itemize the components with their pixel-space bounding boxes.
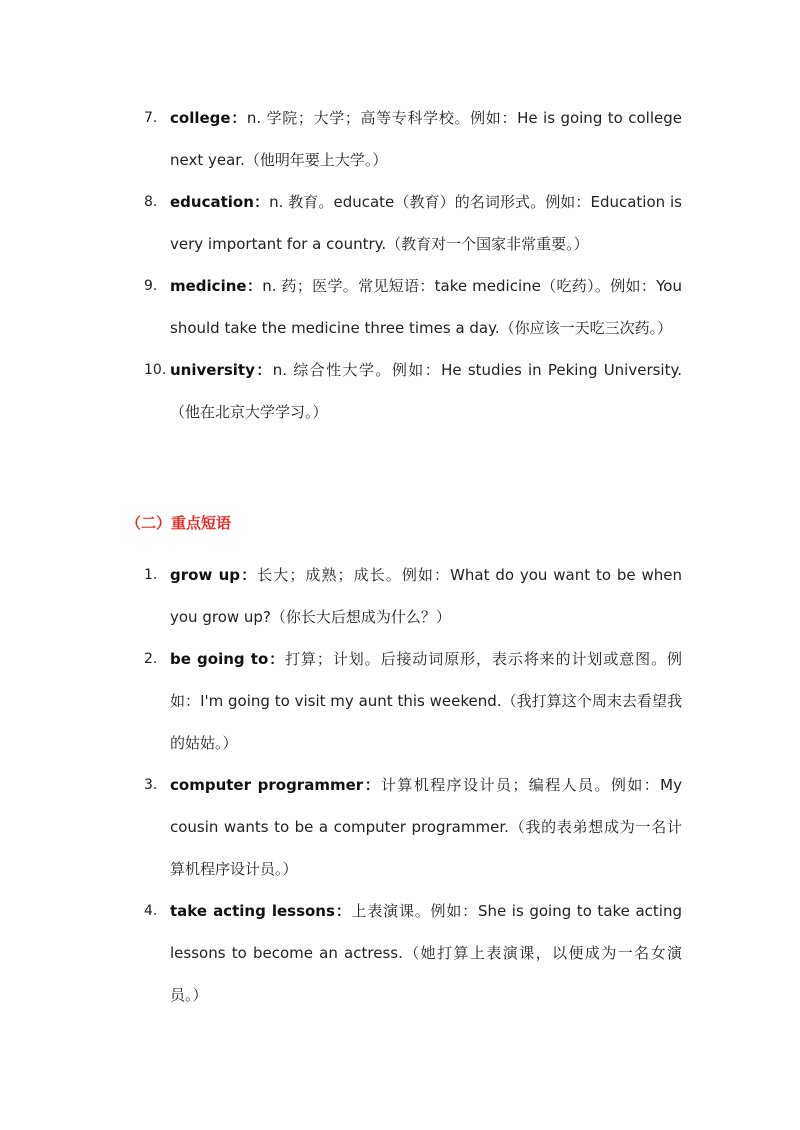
item-definition: 上表演课。例如：She is going to take acting lessons to become an actress.（她打算上表演课，以便成为一名女演员。） bbox=[170, 902, 682, 1004]
vocabulary-list bbox=[126, 97, 682, 433]
item-number: 3. bbox=[144, 777, 158, 793]
item-separator: ： bbox=[334, 902, 352, 920]
phrase-list bbox=[126, 554, 682, 1016]
list-item bbox=[126, 764, 682, 890]
list-item bbox=[126, 97, 682, 181]
item-separator: ： bbox=[254, 361, 273, 379]
list-item bbox=[126, 265, 682, 349]
item-number: 10. bbox=[144, 362, 167, 378]
item-number: 9. bbox=[144, 278, 158, 294]
item-term: be going to bbox=[170, 650, 269, 668]
item-term: medicine bbox=[170, 277, 247, 295]
item-number: 4. bbox=[144, 903, 158, 919]
item-definition: 打算；计划。后接动词原形，表示将来的计划或意图。例如：I'm going to visit my aunt this weekend.（我打算这个周末去看望我的姑姑。） bbox=[170, 650, 682, 752]
item-term: university bbox=[170, 361, 255, 379]
item-definition: n. 药；医学。常见短语：take medicine（吃药）。例如：You should take the medicine three times a day.（你应该一天吃三次药。） bbox=[170, 277, 682, 337]
item-definition: n. 综合性大学。例如：He studies in Peking University.（他在北京大学学习。） bbox=[170, 361, 682, 421]
item-term: education bbox=[170, 193, 254, 211]
item-separator: ： bbox=[363, 776, 381, 794]
item-definition: n. 学院；大学；高等专科学校。例如：He is going to college next year.（他明年要上大学。） bbox=[170, 109, 682, 169]
item-number: 7. bbox=[144, 110, 158, 126]
section-heading: （二）重点短语 bbox=[126, 514, 232, 532]
item-number: 1. bbox=[144, 567, 158, 583]
item-separator: ： bbox=[246, 277, 263, 295]
item-number: 2. bbox=[144, 651, 158, 667]
item-separator: ： bbox=[240, 566, 258, 584]
list-item bbox=[126, 181, 682, 265]
item-separator: ： bbox=[230, 109, 247, 127]
item-term: computer programmer bbox=[170, 776, 364, 794]
item-definition: 长大；成熟；成长。例如：What do you want to be when you grow up?（你长大后想成为什么？） bbox=[170, 566, 682, 626]
item-separator: ： bbox=[253, 193, 270, 211]
item-term: take acting lessons bbox=[170, 902, 335, 920]
list-item bbox=[126, 554, 682, 638]
item-term: grow up bbox=[170, 566, 241, 584]
item-number: 8. bbox=[144, 194, 158, 210]
item-separator: ： bbox=[268, 650, 286, 668]
item-definition: 计算机程序设计员；编程人员。例如：My cousin wants to be a computer programmer.（我的表弟想成为一名计算机程序设计员。） bbox=[170, 776, 682, 878]
list-item bbox=[126, 638, 682, 764]
list-item bbox=[126, 890, 682, 1016]
item-term: college bbox=[170, 109, 231, 127]
item-definition: n. 教育。educate（教育）的名词形式。例如：Education is very important for a country.（教育对一个国家非常重要。） bbox=[170, 193, 682, 253]
list-item bbox=[126, 349, 682, 433]
